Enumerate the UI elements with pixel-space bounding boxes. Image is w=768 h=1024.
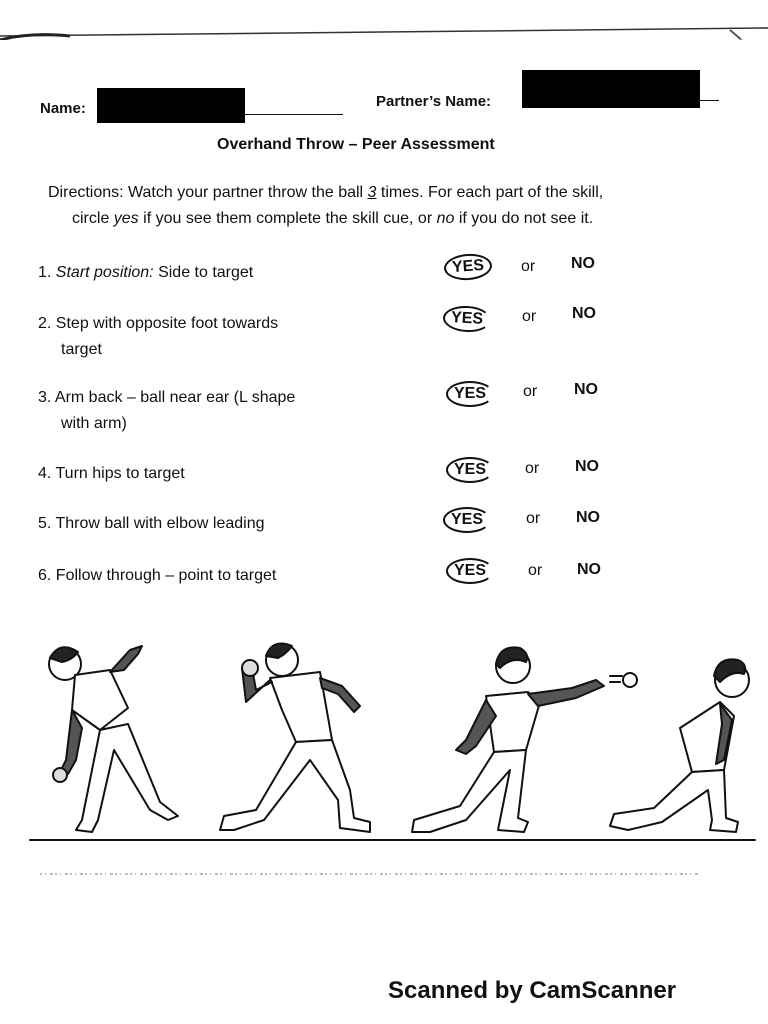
directions-text: times. For each part of the skill, (376, 184, 604, 201)
no-answer[interactable]: NO (575, 458, 599, 475)
no-answer[interactable]: NO (571, 255, 595, 272)
circled-yes-answer[interactable]: YES (442, 305, 491, 333)
item-text: Step with opposite foot towards (55, 315, 279, 332)
item-number: 1. (38, 264, 52, 281)
item-number: 2. (38, 315, 52, 332)
circled-yes-answer[interactable]: YES (443, 252, 493, 281)
page-title: Overhand Throw – Peer Assessment (217, 136, 495, 153)
item-number: 6. (38, 567, 52, 584)
no-answer[interactable]: NO (577, 561, 601, 578)
or-label: or (525, 460, 540, 477)
circled-yes-answer[interactable]: YES (446, 558, 494, 584)
partner-name-redaction (522, 70, 700, 108)
partner-name-label: Partner’s Name: (376, 93, 492, 110)
thrower-figure-release (412, 647, 637, 832)
thrower-figure-start-position (49, 646, 178, 832)
directions-text: if you do not see it. (454, 210, 594, 227)
or-label: or (521, 258, 536, 275)
circled-yes-answer[interactable]: YES (446, 381, 494, 407)
item-text: Side to target (153, 264, 254, 281)
item-number: 3. (38, 389, 52, 406)
directions-line-1 (48, 184, 603, 202)
checklist-item (38, 563, 276, 589)
checklist-item (38, 260, 253, 286)
or-label: or (522, 308, 537, 325)
checklist-item (38, 311, 278, 363)
item-emphasis: Start position: (55, 264, 154, 281)
directions-no: no (436, 210, 455, 227)
directions-line-2 (72, 210, 593, 228)
camscanner-watermark: Scanned by CamScanner (388, 977, 677, 1004)
overhand-throw-illustration (20, 620, 760, 850)
item-number: 4. (38, 465, 52, 482)
directions-yes: yes (113, 210, 139, 227)
checklist-item (38, 385, 295, 437)
no-answer[interactable]: NO (576, 509, 600, 526)
or-label: or (528, 562, 543, 579)
throw-count: 3 (367, 184, 377, 201)
or-label: or (526, 510, 541, 527)
name-redaction (97, 88, 245, 123)
directions-text: if you see them complete the skill cue, or (138, 210, 437, 227)
item-text-line-2: with arm) (61, 415, 127, 432)
no-answer[interactable]: NO (572, 305, 596, 322)
directions-text: circle (72, 210, 114, 227)
thrower-figure-step (220, 644, 370, 832)
or-label: or (523, 383, 538, 400)
item-text: Arm back – ball near ear (L shape (54, 389, 296, 406)
circled-yes-answer[interactable]: YES (443, 507, 491, 533)
scan-edge (0, 0, 768, 40)
item-text-line-2: target (61, 341, 102, 358)
checklist-item (38, 511, 265, 537)
name-underline (245, 114, 343, 115)
item-number: 5. (38, 515, 52, 532)
checklist-item (38, 461, 185, 487)
partner-name-underline (695, 100, 719, 101)
item-text: Turn hips to target (55, 465, 185, 482)
circled-yes-answer[interactable]: YES (446, 457, 494, 483)
name-label: Name: (40, 100, 86, 117)
scan-noise (40, 872, 700, 876)
no-answer[interactable]: NO (574, 381, 598, 398)
directions-text: Directions: Watch your partner throw the ball (48, 184, 368, 201)
item-text: Follow through – point to target (55, 567, 277, 584)
item-text: Throw ball with elbow leading (55, 515, 265, 532)
